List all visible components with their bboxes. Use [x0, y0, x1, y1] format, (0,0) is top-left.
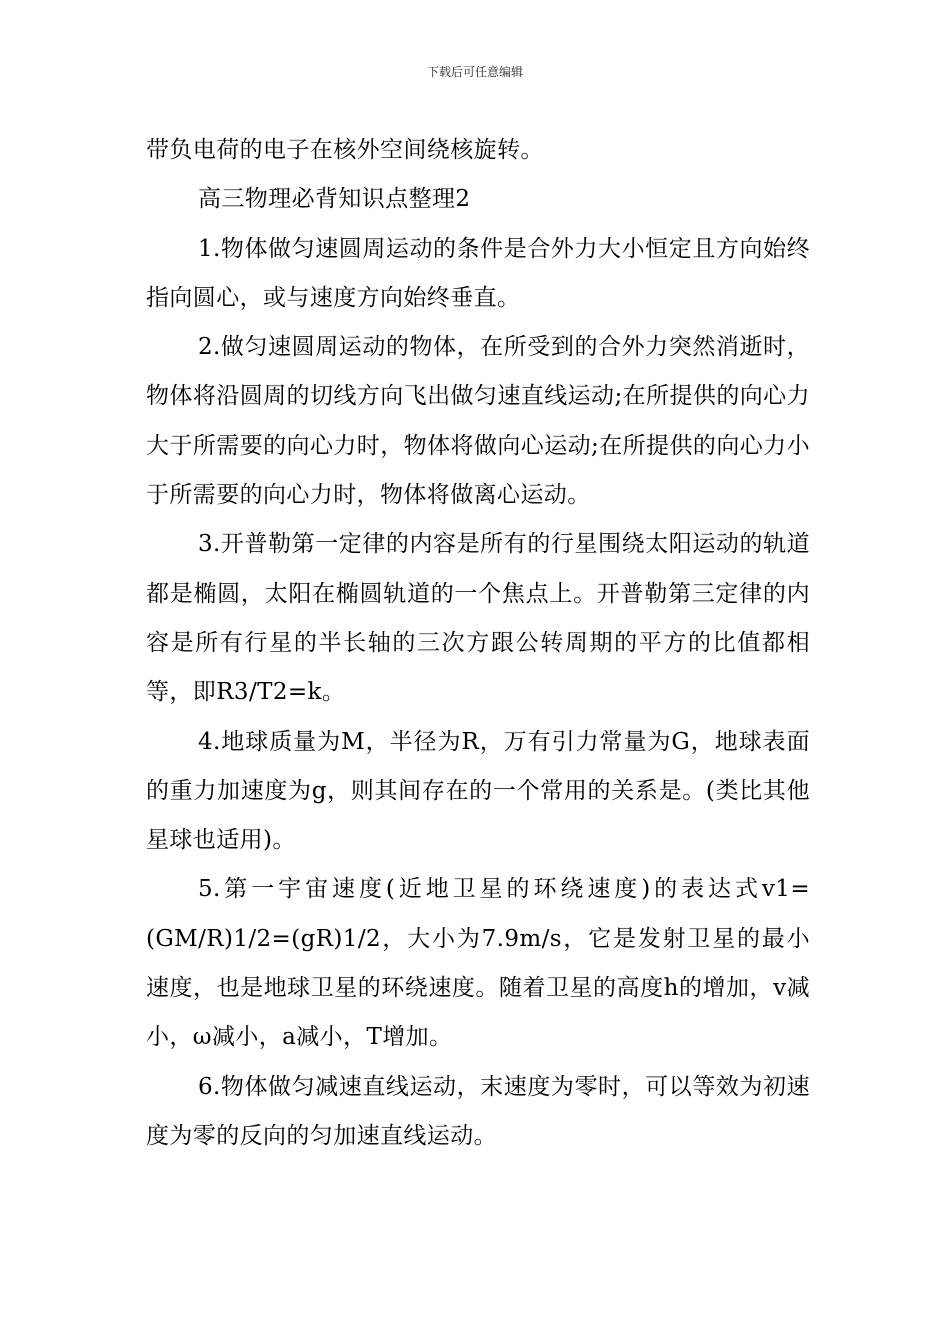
- page-header: 下载后可任意编辑: [426, 65, 523, 79]
- document-body: [146, 126, 810, 1161]
- paragraph-item-1: 1.物体做匀速圆周运动的条件是合外力大小恒定且方向始终指向圆心，或与速度方向始终垂直。: [146, 235, 810, 311]
- section-title: 高三物理必背知识点整理2: [198, 186, 471, 213]
- paragraph-item-2: 2.做匀速圆周运动的物体，在所受到的合外力突然消逝时，物体将沿圆周的切线方向飞出做匀速直线运动;在所提供的向心力大于所需要的向心力时，物体将做向心运动;在所提供的向心力小于所需要的向心力时，物体将做离心运动。: [146, 334, 810, 509]
- paragraph-item-4: 4.地球质量为M，半径为R，万有引力常量为G，地球表面的重力加速度为g，则其间存在的一个常用的关系是。(类比其他星球也适用)。: [146, 728, 810, 854]
- paragraph-item-6: 6.物体做匀减速直线运动，末速度为零时，可以等效为初速度为零的反向的匀加速直线运动。: [146, 1073, 810, 1149]
- paragraph-continuation: 带负电荷的电子在核外空间绕核旋转。: [146, 137, 544, 163]
- paragraph-item-3: 3.开普勒第一定律的内容是所有的行星围绕太阳运动的轨道都是椭圆，太阳在椭圆轨道的一个焦点上。开普勒第三定律的内容是所有行星的半长轴的三次方跟公转周期的平方的比值都相等，即R3/T2=k。: [146, 531, 810, 706]
- paragraph-item-5: 5.第一宇宙速度(近地卫星的环绕速度)的表达式v1=(GM/R)1/2=(gR)1/2，大小为7.9m/s，它是发射卫星的最小速度，也是地球卫星的环绕速度。随着卫星的高度h的增加，v减小，ω减小，a减小，T增加。: [146, 876, 810, 1051]
